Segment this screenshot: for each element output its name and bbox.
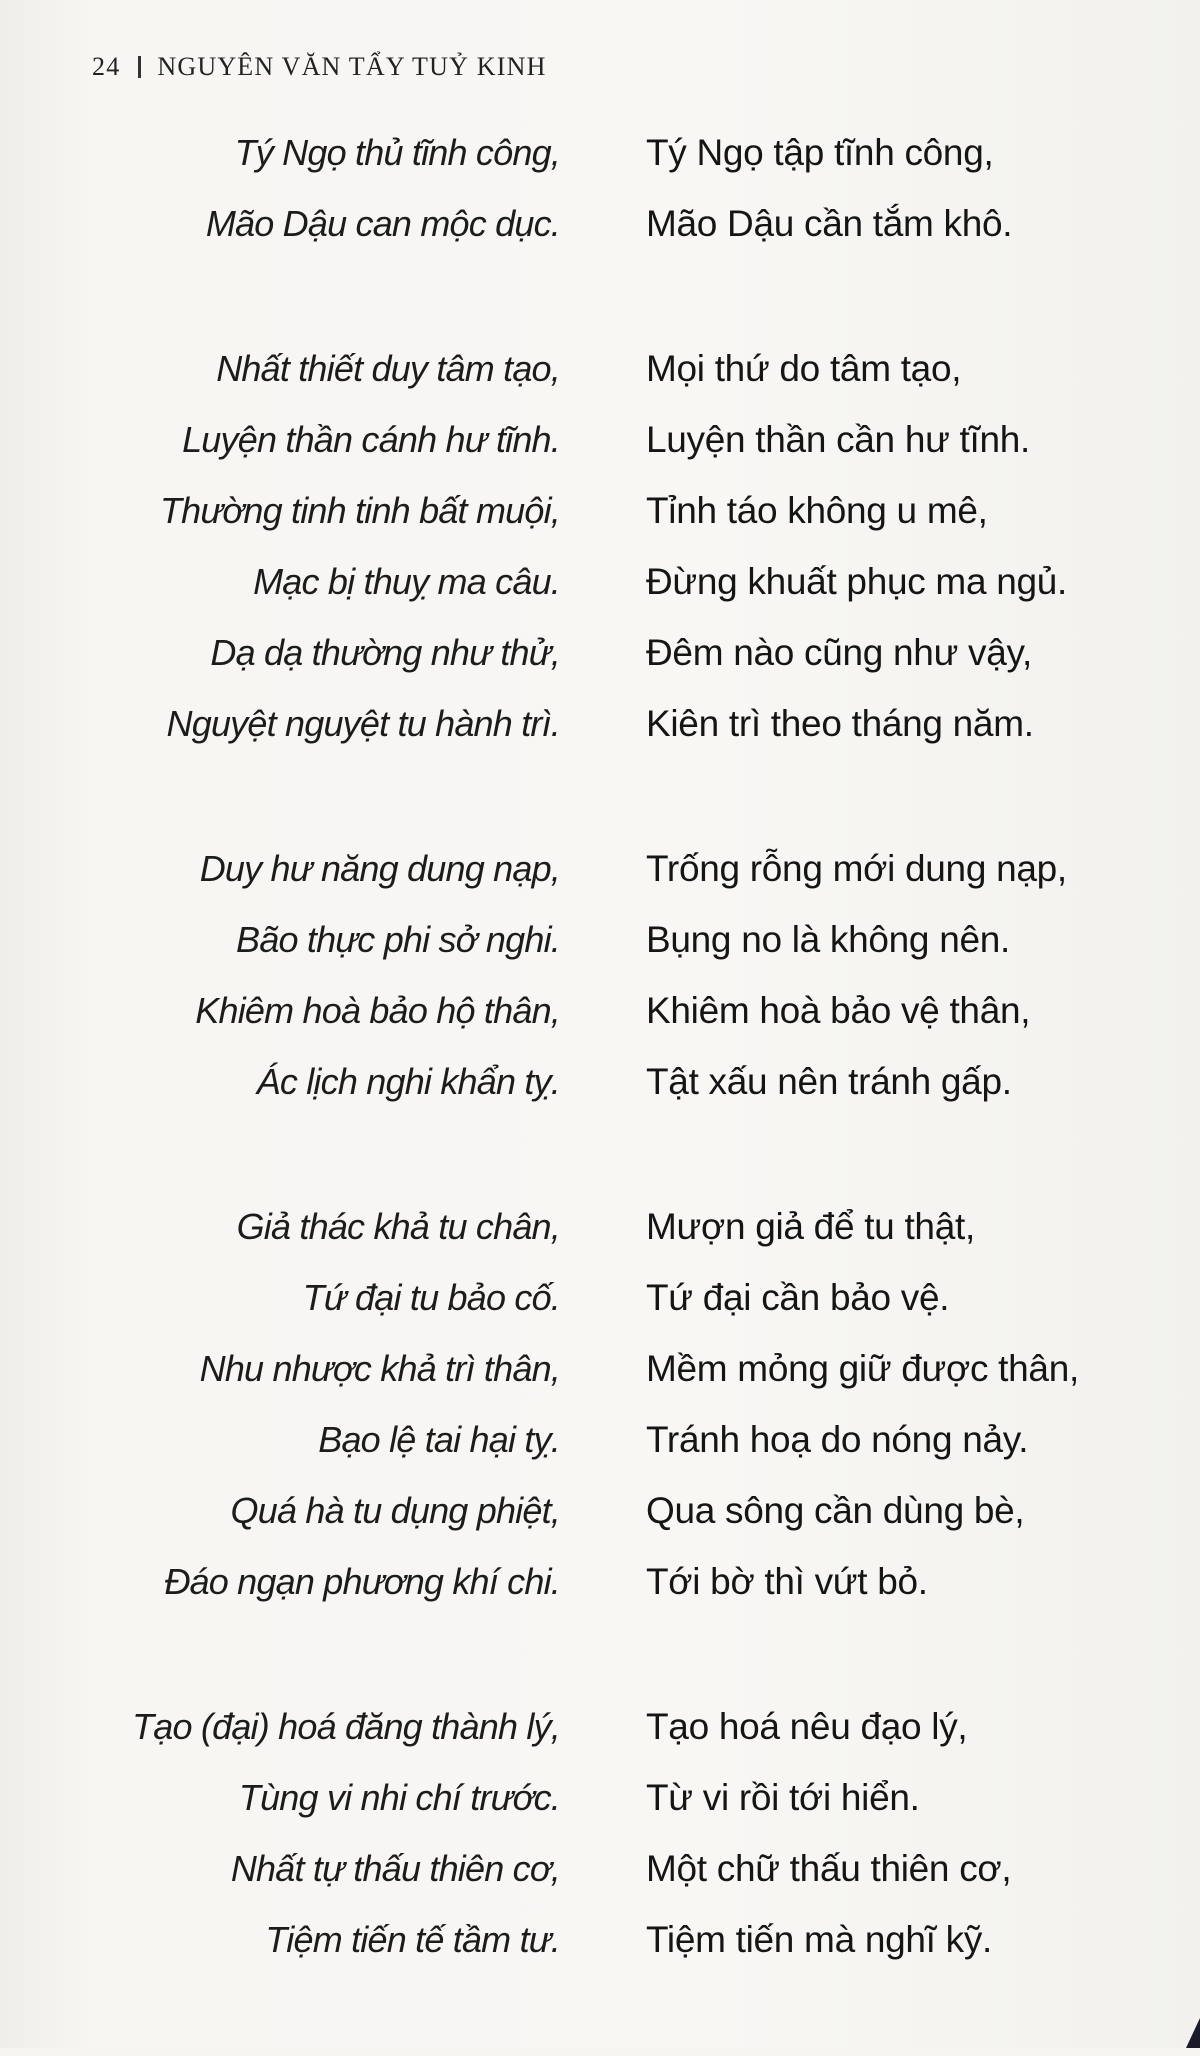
translated-verse: Đêm nào cũng như vậy,: [646, 632, 1032, 673]
original-verse: Mão Dậu can mộc dục.: [205, 203, 560, 244]
header-separator: [138, 56, 141, 78]
translated-verse: Mượn giả để tu thật,: [646, 1206, 975, 1247]
verse-line: [0, 1411, 1200, 1482]
verse-line: [0, 624, 1200, 695]
running-title: NGUYÊN VĂN TẨY TUỶ KINH: [157, 52, 547, 81]
translated-verse: Tới bờ thì vứt bỏ.: [646, 1561, 928, 1602]
stanza: [0, 124, 1200, 266]
original-verse: Tiệm tiến tế tầm tư.: [265, 1919, 560, 1960]
original-verse: Ác lịch nghi khẩn tỵ.: [256, 1061, 560, 1102]
running-header: [92, 52, 547, 82]
translated-verse: Bụng no là không nên.: [646, 919, 1011, 960]
translated-verse: Qua sông cần dùng bè,: [646, 1490, 1025, 1531]
original-verse: Duy hư năng dung nạp,: [199, 848, 560, 889]
verse-line: [0, 1482, 1200, 1553]
verse-line: [0, 340, 1200, 411]
translated-verse: Mềm mỏng giữ được thân,: [646, 1348, 1079, 1389]
stanza: [0, 1198, 1200, 1624]
original-verse: Tùng vi nhi chí trước.: [238, 1777, 560, 1818]
verse-line: [0, 1340, 1200, 1411]
verse-line: [0, 553, 1200, 624]
translated-verse: Kiên trì theo tháng năm.: [646, 703, 1034, 744]
verse-line: [0, 1911, 1200, 1982]
verse-line: [0, 195, 1200, 266]
verse-line: [0, 1269, 1200, 1340]
verse-line: [0, 1053, 1200, 1124]
verse-line: [0, 695, 1200, 766]
original-verse: Tứ đại tu bảo cố.: [302, 1277, 560, 1318]
original-verse: Tý Ngọ thủ tĩnh công,: [234, 132, 560, 173]
translated-verse: Khiêm hoà bảo vệ thân,: [646, 990, 1031, 1031]
original-verse: Nhu nhược khả trì thân,: [199, 1348, 560, 1389]
translated-verse: Luyện thần cần hư tĩnh.: [646, 419, 1031, 460]
original-verse: Thường tinh tinh bất muội,: [159, 490, 560, 531]
translated-verse: Trống rỗng mới dung nạp,: [646, 848, 1067, 889]
translated-verse: Đừng khuất phục ma ngủ.: [646, 561, 1068, 602]
translated-verse: Mão Dậu cần tắm khô.: [646, 203, 1013, 244]
translated-verse: Tiệm tiến mà nghĩ kỹ.: [646, 1919, 993, 1960]
translated-verse: Từ vi rồi tới hiển.: [646, 1777, 920, 1818]
original-verse: Bạo lệ tai hại tỵ.: [318, 1419, 560, 1460]
translated-verse: Tý Ngọ tập tĩnh công,: [646, 132, 994, 173]
verse-line: [0, 1840, 1200, 1911]
page-corner-mark: [1186, 2018, 1200, 2048]
verse-line: [0, 840, 1200, 911]
original-verse: Nguyệt nguyệt tu hành trì.: [166, 703, 560, 744]
translated-verse: Một chữ thấu thiên cơ,: [646, 1848, 1012, 1889]
original-verse: Luyện thần cánh hư tĩnh.: [182, 419, 560, 460]
original-verse: Quá hà tu dụng phiệt,: [230, 1490, 560, 1531]
verse-line: [0, 411, 1200, 482]
translated-verse: Tỉnh táo không u mê,: [646, 490, 988, 531]
verse-line: [0, 982, 1200, 1053]
original-verse: Mạc bị thuỵ ma câu.: [253, 561, 560, 602]
stanza: [0, 840, 1200, 1124]
page-number: 24: [92, 52, 121, 81]
verse-line: [0, 482, 1200, 553]
stanza: [0, 1698, 1200, 1982]
original-verse: Nhất tự thấu thiên cơ,: [230, 1848, 560, 1889]
original-verse: Dạ dạ thường như thử,: [210, 632, 560, 673]
verse-line: [0, 1698, 1200, 1769]
poem-body: [0, 124, 1200, 2056]
translated-verse: Tránh hoạ do nóng nảy.: [646, 1419, 1029, 1460]
translated-verse: Tạo hoá nêu đạo lý,: [646, 1706, 968, 1747]
translated-verse: Tứ đại cần bảo vệ.: [646, 1277, 950, 1318]
original-verse: Tạo (đại) hoá đăng thành lý,: [132, 1706, 560, 1747]
verse-line: [0, 1198, 1200, 1269]
original-verse: Nhất thiết duy tâm tạo,: [216, 348, 560, 389]
verse-line: [0, 124, 1200, 195]
translated-verse: Tật xấu nên tránh gấp.: [646, 1061, 1012, 1102]
verse-line: [0, 1553, 1200, 1624]
original-verse: Đáo ngạn phương khí chi.: [164, 1561, 560, 1602]
original-verse: Giả thác khả tu chân,: [236, 1206, 560, 1247]
original-verse: Bão thực phi sở nghi.: [236, 919, 560, 960]
translated-verse: Mọi thứ do tâm tạo,: [646, 348, 962, 389]
stanza: [0, 340, 1200, 766]
original-verse: Khiêm hoà bảo hộ thân,: [195, 990, 560, 1031]
verse-line: [0, 911, 1200, 982]
verse-line: [0, 1769, 1200, 1840]
